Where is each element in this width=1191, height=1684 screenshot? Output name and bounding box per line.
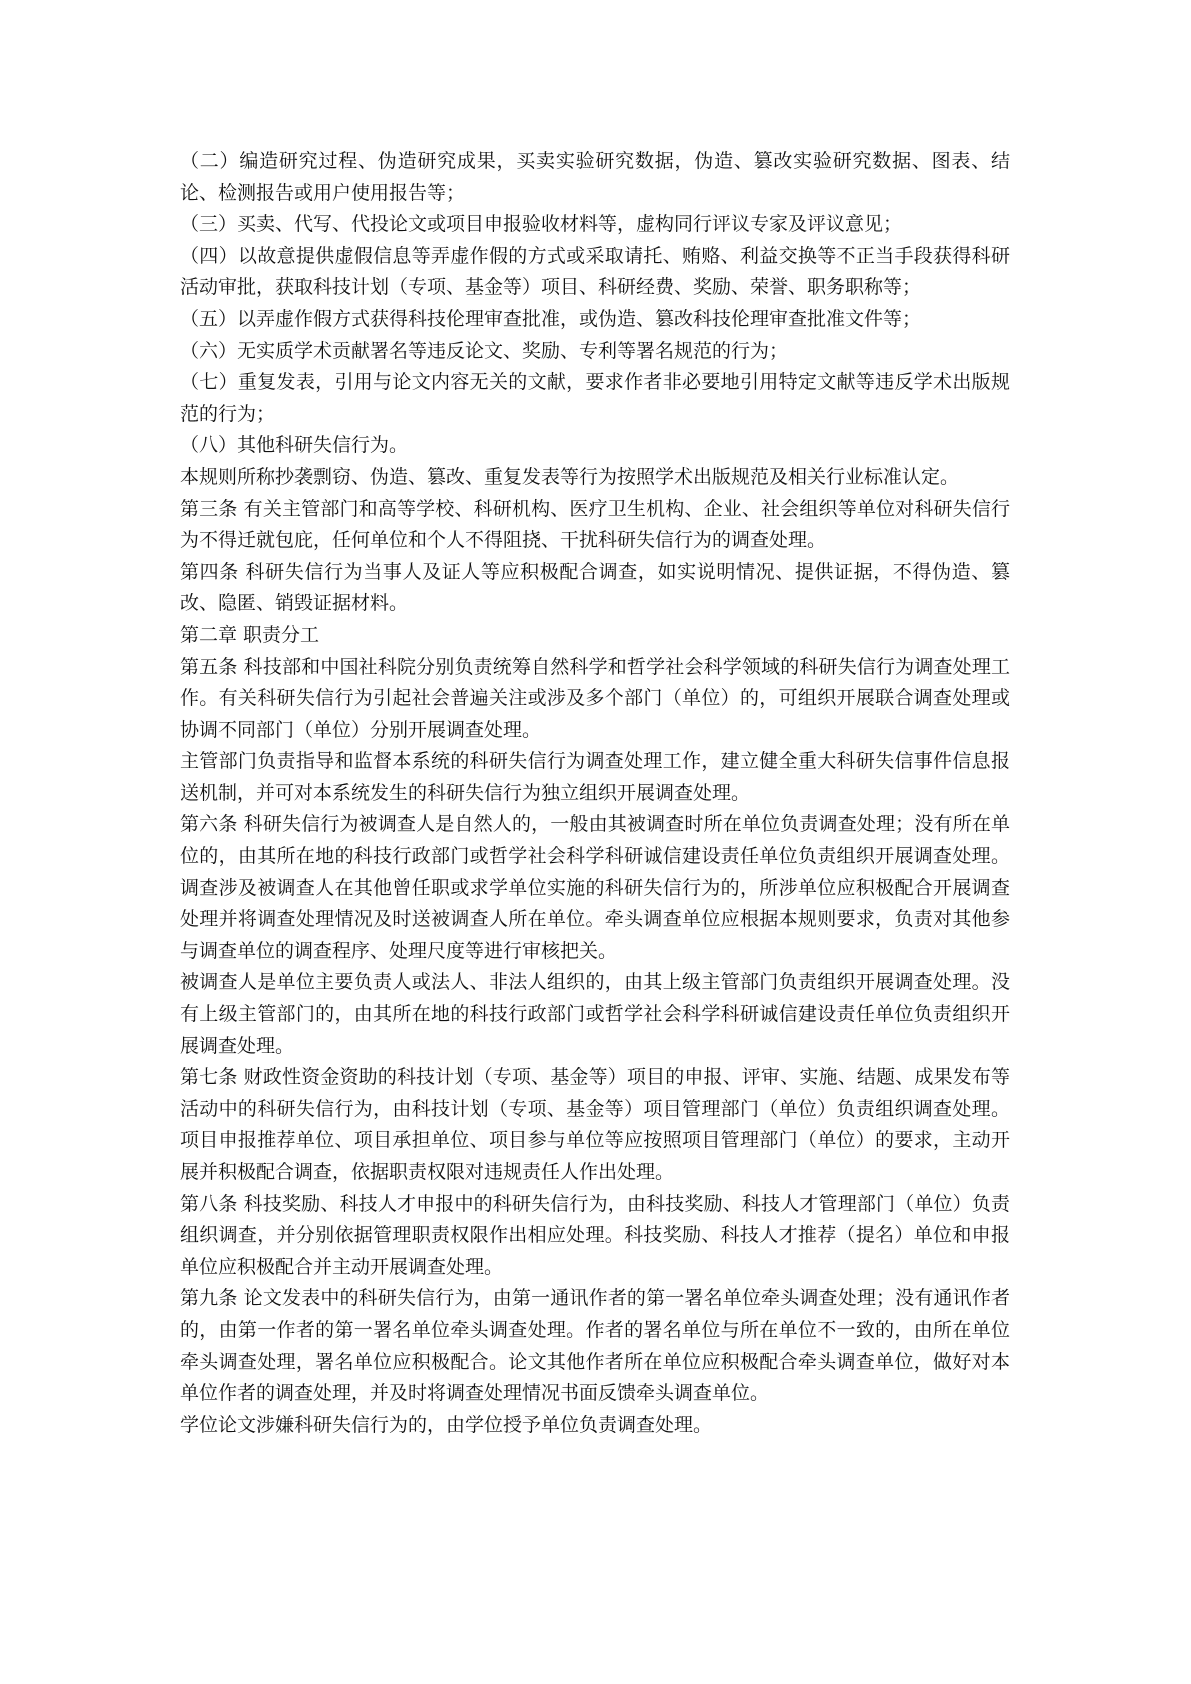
article-5: 第五条 科技部和中国社科院分别负责统筹自然科学和哲学社会科学领域的科研失信行为调查处理工作。有关科研失信行为引起社会普遍关注或涉及多个部门（单位）的，可组织开展联合调查处理或协调不同部门（单位）分别开展调查处理。 — [180, 655, 1010, 741]
clause-item-3: （三）买卖、代写、代投论文或项目申报验收材料等，虚构同行评议专家及评议意见； — [180, 213, 903, 236]
clause-item-8: （八）其他科研失信行为。 — [180, 434, 409, 457]
article-7: 第七条 财政性资金资助的科技计划（专项、基金等）项目的申报、评审、实施、结题、成果发布等活动中的科研失信行为，由科技计划（专项、基金等）项目管理部门（单位）负责组织调查处理。项目申报推荐单位、项目承担单位、项目参与单位等应按照项目管理部门（单位）的要求，主动开展并积极配合调查，依据职责权限对违规责任人作出处理。 — [180, 1066, 1010, 1183]
article-9-paragraph-2: 学位论文涉嫌科研失信行为的，由学位授予单位负责调查处理。 — [180, 1413, 713, 1436]
article-4: 第四条 科研失信行为当事人及证人等应积极配合调查，如实说明情况、提供证据，不得伪造、篡改、隐匿、销毁证据材料。 — [180, 560, 1010, 615]
clause-item-6: （六）无实质学术贡献署名等违反论文、奖励、专利等署名规范的行为； — [180, 339, 789, 362]
definition-paragraph: 本规则所称抄袭剽窃、伪造、篡改、重复发表等行为按照学术出版规范及相关行业标准认定。 — [180, 465, 960, 488]
article-6-paragraph-2: 被调查人是单位主要负责人或法人、非法人组织的，由其上级主管部门负责组织开展调查处理。没有上级主管部门的，由其所在地的科技行政部门或哲学社会科学科研诚信建设责任单位负责组织开展调查处理。 — [180, 971, 1010, 1057]
article-9: 第九条 论文发表中的科研失信行为，由第一通讯作者的第一署名单位牵头调查处理；没有通讯作者的，由第一作者的第一署名单位牵头调查处理。作者的署名单位与所在单位不一致的，由所在单位牵头调查处理，署名单位应积极配合。论文其他作者所在单位应积极配合牵头调查单位，做好对本单位作者的调查处理，并及时将调查处理情况书面反馈牵头调查单位。 — [180, 1287, 1010, 1405]
document-page — [180, 146, 1010, 1441]
article-3: 第三条 有关主管部门和高等学校、科研机构、医疗卫生机构、企业、社会组织等单位对科研失信行为不得迁就包庇，任何单位和个人不得阻挠、干扰科研失信行为的调查处理。 — [180, 497, 1010, 552]
clause-item-2: （二）编造研究过程、伪造研究成果，买卖实验研究数据，伪造、篡改实验研究数据、图表、结论、检测报告或用户使用报告等； — [180, 150, 1010, 204]
article-5-paragraph-2: 主管部门负责指导和监督本系统的科研失信行为调查处理工作，建立健全重大科研失信事件信息报送机制，并可对本系统发生的科研失信行为独立组织开展调查处理。 — [180, 750, 1010, 804]
chapter-2-heading: 第二章 职责分工 — [180, 623, 320, 646]
clause-item-7: （七）重复发表，引用与论文内容无关的文献，要求作者非必要地引用特定文献等违反学术出版规范的行为； — [180, 371, 1010, 425]
clause-item-5: （五）以弄虚作假方式获得科技伦理审查批准，或伪造、篡改科技伦理审查批准文件等； — [180, 307, 922, 330]
clause-item-4: （四）以故意提供虚假信息等弄虚作假的方式或采取请托、贿赂、利益交换等不正当手段获得科研活动审批，获取科技计划（专项、基金等）项目、科研经费、奖励、荣誉、职务职称等； — [180, 244, 1010, 299]
article-6: 第六条 科研失信行为被调查人是自然人的，一般由其被调查时所在单位负责调查处理；没有所在单位的，由其所在地的科技行政部门或哲学社会科学科研诚信建设责任单位负责组织开展调查处理。调查涉及被调查人在其他曾任职或求学单位实施的科研失信行为的，所涉单位应积极配合开展调查处理并将调查处理情况及时送被调查人所在单位。牵头调查单位应根据本规则要求，负责对其他参与调查单位的调查程序、处理尺度等进行审核把关。 — [180, 813, 1010, 962]
article-8: 第八条 科技奖励、科技人才申报中的科研失信行为，由科技奖励、科技人才管理部门（单位）负责组织调查，并分别依据管理职责权限作出相应处理。科技奖励、科技人才推荐（提名）单位和申报单位应积极配合并主动开展调查处理。 — [180, 1192, 1010, 1278]
